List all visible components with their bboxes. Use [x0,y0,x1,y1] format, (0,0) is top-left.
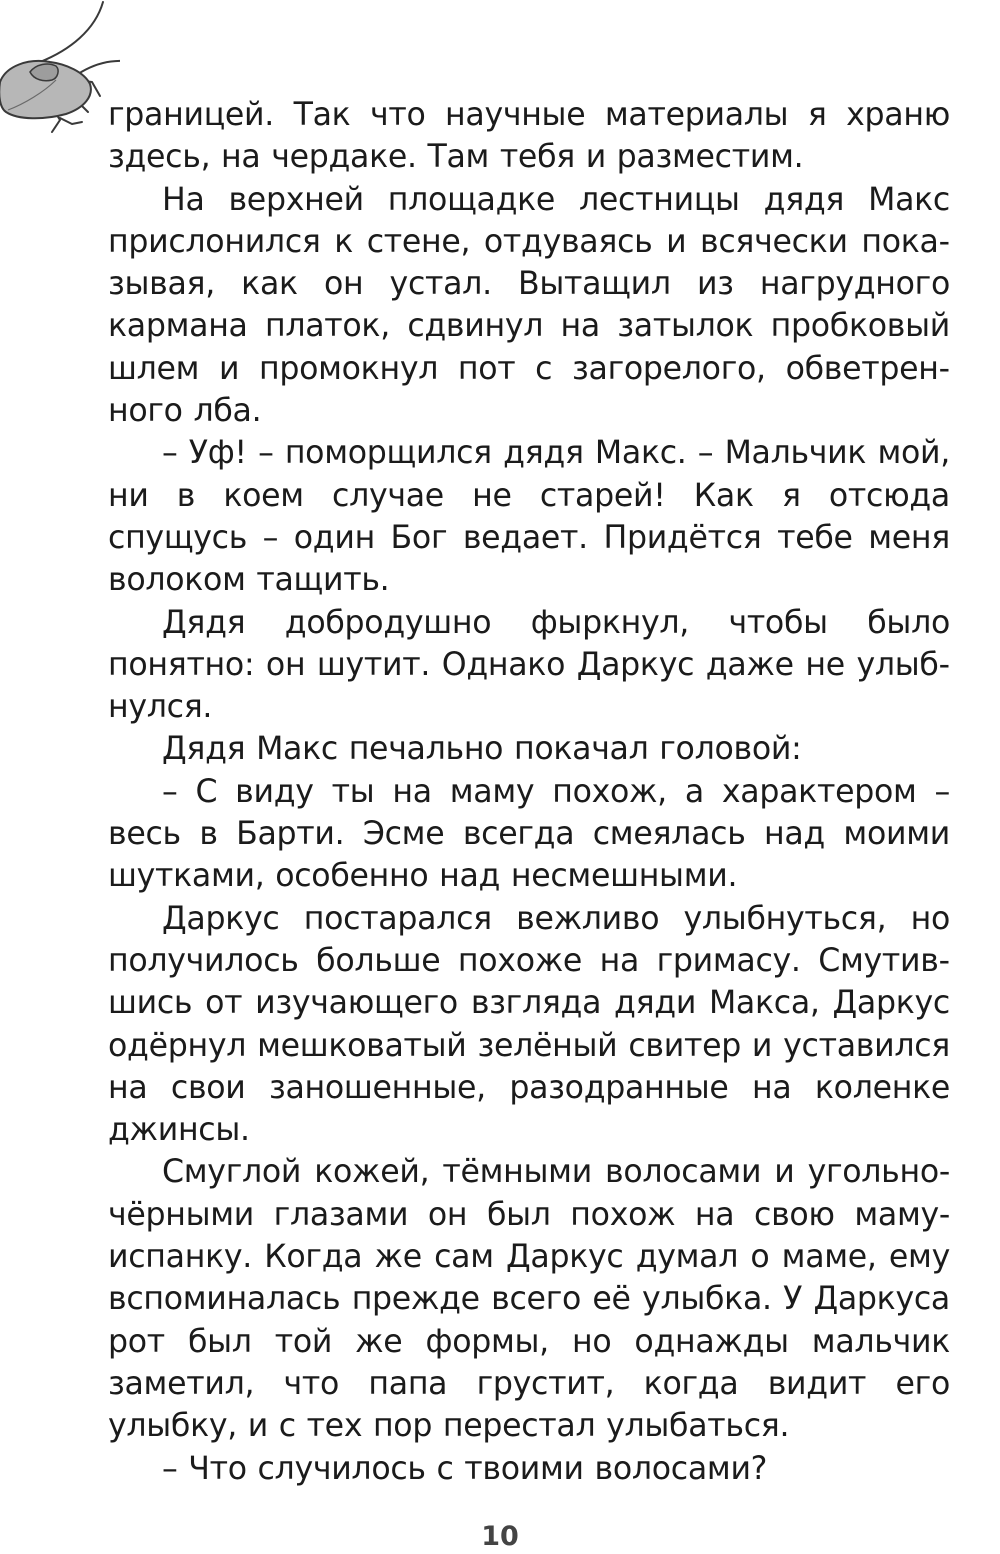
beetle-icon [0,0,120,140]
paragraph: – Уф! – поморщился дядя Макс. – Мальчик мой, ни в коем случае не старей! Как я отсюда спущусь – один Бог ведает. Придётся тебе меня волоком тащить. [108,435,950,599]
paragraph: На верхней площадке лестницы дядя Макс прислонился к стене, отдуваясь и всячески показывая, как он устал. Вытащил из нагрудного кармана платок, сдвинул на затылок пробковый шлем и промокнул пот с загорелого, обветренного лба. [108,181,950,430]
paragraph: границей. Так что научные материалы я храню здесь, на чердаке. Там тебя и разместим. [108,97,950,176]
page-number: 10 [481,1521,519,1552]
paragraph: Дядя Макс печально покачал головой: [162,731,802,768]
paragraph: – Что случилось с твоими волосами? [162,1450,768,1487]
paragraph: Смуглой кожей, тёмными волосами и угольно-чёрными глазами он был похож на свою маму-испанку. Когда же сам Даркус думал о маме, ему вспоминалась прежде всего её улыбка. У Даркуса рот был той же формы, но однажды мальчик заметил, что папа грустит, когда видит его улыбку, и с тех пор перестал улыбаться. [108,1154,950,1445]
paragraph: Даркус постарался вежливо улыбнуться, но получилось больше похоже на гримасу. Смутившись от изучающего взгляда дяди Макса, Даркус одёрнул мешковатый зелёный свитер и уставился на свои заношенные, разодранные на коленке джинсы. [108,900,950,1149]
paragraph: Дядя добродушно фыркнул, чтобы было понятно: он шутит. Однако Даркус даже не улыбнулся. [108,604,950,726]
main-text [108,94,950,1490]
paragraph: – С виду ты на маму похож, а характером – весь в Барти. Эсме всегда смеялась над моими шутками, особенно над несмешными. [108,773,950,895]
